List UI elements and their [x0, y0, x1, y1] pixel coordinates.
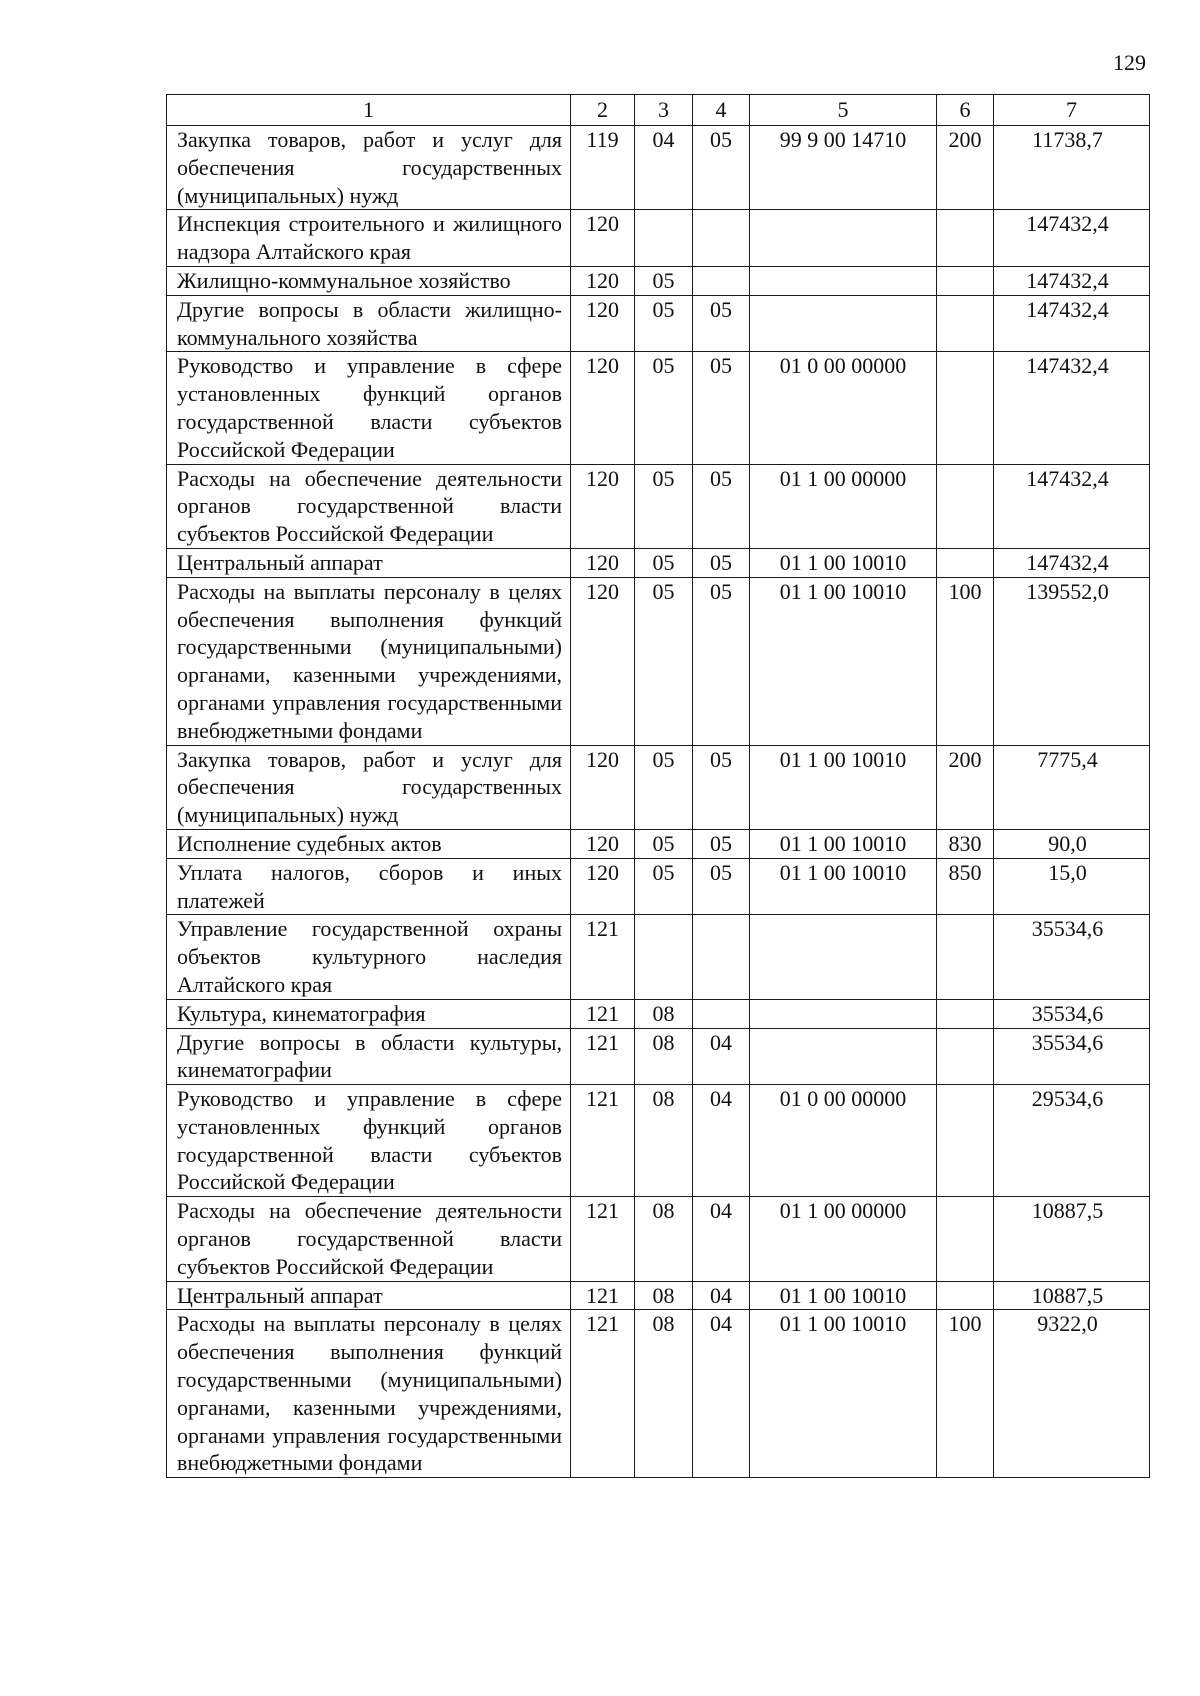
subsection-code-cell: 05: [693, 464, 750, 548]
table-row: [167, 745, 1150, 829]
subsection-code-cell: 05: [693, 548, 750, 577]
table-row: [167, 210, 1150, 267]
header-row: [167, 95, 1150, 126]
row-name-cell: Расходы на выплаты персоналу в целях обеспечения выполнения функций государственными (муниципальными) органами, казенными учреждениями, органами управления государственными внебюджетными фондами: [167, 577, 571, 745]
subsection-code-cell: 04: [693, 1281, 750, 1310]
row-name-cell: Расходы на выплаты персоналу в целях обеспечения выполнения функций государственными (муниципальными) органами, казенными учреждениями, органами управления государственными внебюджетными фондами: [167, 1310, 571, 1478]
section-code-cell: 08: [635, 1197, 693, 1281]
subsection-code-cell: 05: [693, 577, 750, 745]
ministry-code-cell: 120: [571, 210, 635, 267]
table-row: [167, 464, 1150, 548]
row-name-cell: Закупка товаров, работ и услуг для обеспечения государственных (муниципальных) нужд: [167, 745, 571, 829]
amount-cell: 147432,4: [994, 266, 1150, 295]
table-row: [167, 1085, 1150, 1197]
row-name-cell: Уплата налогов, сборов и иных платежей: [167, 858, 571, 915]
ministry-code-cell: 120: [571, 745, 635, 829]
ministry-code-cell: 120: [571, 295, 635, 352]
subsection-code-cell: [693, 999, 750, 1028]
section-code-cell: 05: [635, 548, 693, 577]
subsection-code-cell: [693, 210, 750, 267]
target-article-cell: [750, 266, 937, 295]
subsection-code-cell: 04: [693, 1197, 750, 1281]
target-article-cell: 01 0 00 00000: [750, 1085, 937, 1197]
amount-cell: 35534,6: [994, 1028, 1150, 1085]
section-code-cell: 04: [635, 126, 693, 210]
target-article-cell: 01 1 00 00000: [750, 1197, 937, 1281]
subsection-code-cell: [693, 915, 750, 999]
expense-type-cell: 850: [937, 858, 994, 915]
ministry-code-cell: 119: [571, 126, 635, 210]
expense-type-cell: [937, 266, 994, 295]
ministry-code-cell: 120: [571, 352, 635, 464]
expense-type-cell: 200: [937, 745, 994, 829]
amount-cell: 29534,6: [994, 1085, 1150, 1197]
column-header: 4: [693, 95, 750, 126]
subsection-code-cell: 05: [693, 352, 750, 464]
expense-type-cell: [937, 464, 994, 548]
table-row: [167, 548, 1150, 577]
row-name-cell: Другие вопросы в области культуры, кинематографии: [167, 1028, 571, 1085]
ministry-code-cell: 121: [571, 1310, 635, 1478]
target-article-cell: [750, 1028, 937, 1085]
table-row: [167, 126, 1150, 210]
expense-type-cell: [937, 1281, 994, 1310]
section-code-cell: 08: [635, 999, 693, 1028]
expense-type-cell: [937, 1085, 994, 1197]
section-code-cell: 05: [635, 352, 693, 464]
row-name-cell: Закупка товаров, работ и услуг для обеспечения государственных (муниципальных) нужд: [167, 126, 571, 210]
amount-cell: 10887,5: [994, 1281, 1150, 1310]
target-article-cell: [750, 295, 937, 352]
subsection-code-cell: 05: [693, 858, 750, 915]
expense-type-cell: [937, 999, 994, 1028]
target-article-cell: 01 1 00 10010: [750, 577, 937, 745]
amount-cell: 139552,0: [994, 577, 1150, 745]
table-body: [167, 126, 1150, 1478]
amount-cell: 147432,4: [994, 464, 1150, 548]
row-name-cell: Другие вопросы в области жилищно-коммунального хозяйства: [167, 295, 571, 352]
amount-cell: 90,0: [994, 829, 1150, 858]
section-code-cell: 05: [635, 295, 693, 352]
ministry-code-cell: 120: [571, 829, 635, 858]
column-header: 2: [571, 95, 635, 126]
table-row: [167, 577, 1150, 745]
target-article-cell: 99 9 00 14710: [750, 126, 937, 210]
section-code-cell: 08: [635, 1281, 693, 1310]
target-article-cell: 01 1 00 10010: [750, 1310, 937, 1478]
ministry-code-cell: 120: [571, 464, 635, 548]
amount-cell: 147432,4: [994, 352, 1150, 464]
section-code-cell: 05: [635, 266, 693, 295]
expense-type-cell: 100: [937, 577, 994, 745]
section-code-cell: 05: [635, 745, 693, 829]
expense-type-cell: 100: [937, 1310, 994, 1478]
section-code-cell: 08: [635, 1310, 693, 1478]
subsection-code-cell: 05: [693, 295, 750, 352]
ministry-code-cell: 121: [571, 1197, 635, 1281]
target-article-cell: 01 1 00 10010: [750, 829, 937, 858]
row-name-cell: Культура, кинематография: [167, 999, 571, 1028]
target-article-cell: [750, 915, 937, 999]
amount-cell: 10887,5: [994, 1197, 1150, 1281]
section-code-cell: 05: [635, 858, 693, 915]
target-article-cell: 01 1 00 10010: [750, 1281, 937, 1310]
expense-type-cell: [937, 352, 994, 464]
target-article-cell: 01 1 00 10010: [750, 745, 937, 829]
column-header: 5: [750, 95, 937, 126]
expense-type-cell: 200: [937, 126, 994, 210]
row-name-cell: Исполнение судебных актов: [167, 829, 571, 858]
row-name-cell: Жилищно-коммунальное хозяйство: [167, 266, 571, 295]
row-name-cell: Инспекция строительного и жилищного надзора Алтайского края: [167, 210, 571, 267]
amount-cell: 147432,4: [994, 295, 1150, 352]
row-name-cell: Управление государственной охраны объектов культурного наследия Алтайского края: [167, 915, 571, 999]
ministry-code-cell: 121: [571, 1085, 635, 1197]
row-name-cell: Руководство и управление в сфере установленных функций органов государственной власти субъектов Российской Федерации: [167, 1085, 571, 1197]
ministry-code-cell: 121: [571, 915, 635, 999]
row-name-cell: Руководство и управление в сфере установленных функций органов государственной власти субъектов Российской Федерации: [167, 352, 571, 464]
amount-cell: 147432,4: [994, 210, 1150, 267]
expense-type-cell: [937, 1028, 994, 1085]
column-header: 3: [635, 95, 693, 126]
target-article-cell: 01 1 00 10010: [750, 858, 937, 915]
target-article-cell: [750, 210, 937, 267]
section-code-cell: 08: [635, 1085, 693, 1197]
expense-type-cell: [937, 210, 994, 267]
ministry-code-cell: 121: [571, 1281, 635, 1310]
expense-type-cell: [937, 1197, 994, 1281]
expense-type-cell: 830: [937, 829, 994, 858]
target-article-cell: 01 0 00 00000: [750, 352, 937, 464]
table-row: [167, 915, 1150, 999]
subsection-code-cell: [693, 266, 750, 295]
table-row: [167, 352, 1150, 464]
section-code-cell: [635, 915, 693, 999]
page-number: 129: [1113, 50, 1146, 75]
row-name-cell: Расходы на обеспечение деятельности органов государственной власти субъектов Российской Федерации: [167, 464, 571, 548]
section-code-cell: 05: [635, 464, 693, 548]
table-row: [167, 1028, 1150, 1085]
subsection-code-cell: 04: [693, 1028, 750, 1085]
amount-cell: 35534,6: [994, 999, 1150, 1028]
expense-type-cell: [937, 548, 994, 577]
row-name-cell: Расходы на обеспечение деятельности органов государственной власти субъектов Российской Федерации: [167, 1197, 571, 1281]
section-code-cell: 08: [635, 1028, 693, 1085]
expense-type-cell: [937, 295, 994, 352]
row-name-cell: Центральный аппарат: [167, 548, 571, 577]
subsection-code-cell: 05: [693, 745, 750, 829]
table-row: [167, 1281, 1150, 1310]
column-header: 6: [937, 95, 994, 126]
expense-type-cell: [937, 915, 994, 999]
column-header: 1: [167, 95, 571, 126]
subsection-code-cell: 05: [693, 829, 750, 858]
ministry-code-cell: 121: [571, 999, 635, 1028]
amount-cell: 7775,4: [994, 745, 1150, 829]
table-row: [167, 1310, 1150, 1478]
amount-cell: 15,0: [994, 858, 1150, 915]
budget-table: [166, 94, 1150, 1478]
table-row: [167, 829, 1150, 858]
subsection-code-cell: 04: [693, 1085, 750, 1197]
section-code-cell: [635, 210, 693, 267]
target-article-cell: 01 1 00 00000: [750, 464, 937, 548]
ministry-code-cell: 120: [571, 577, 635, 745]
table-row: [167, 999, 1150, 1028]
table-row: [167, 1197, 1150, 1281]
table-row: [167, 266, 1150, 295]
amount-cell: 35534,6: [994, 915, 1150, 999]
target-article-cell: 01 1 00 10010: [750, 548, 937, 577]
subsection-code-cell: 05: [693, 126, 750, 210]
column-header: 7: [994, 95, 1150, 126]
table-row: [167, 858, 1150, 915]
ministry-code-cell: 120: [571, 548, 635, 577]
ministry-code-cell: 121: [571, 1028, 635, 1085]
ministry-code-cell: 120: [571, 858, 635, 915]
subsection-code-cell: 04: [693, 1310, 750, 1478]
ministry-code-cell: 120: [571, 266, 635, 295]
target-article-cell: [750, 999, 937, 1028]
amount-cell: 9322,0: [994, 1310, 1150, 1478]
section-code-cell: 05: [635, 829, 693, 858]
amount-cell: 147432,4: [994, 548, 1150, 577]
amount-cell: 11738,7: [994, 126, 1150, 210]
row-name-cell: Центральный аппарат: [167, 1281, 571, 1310]
section-code-cell: 05: [635, 577, 693, 745]
table-row: [167, 295, 1150, 352]
